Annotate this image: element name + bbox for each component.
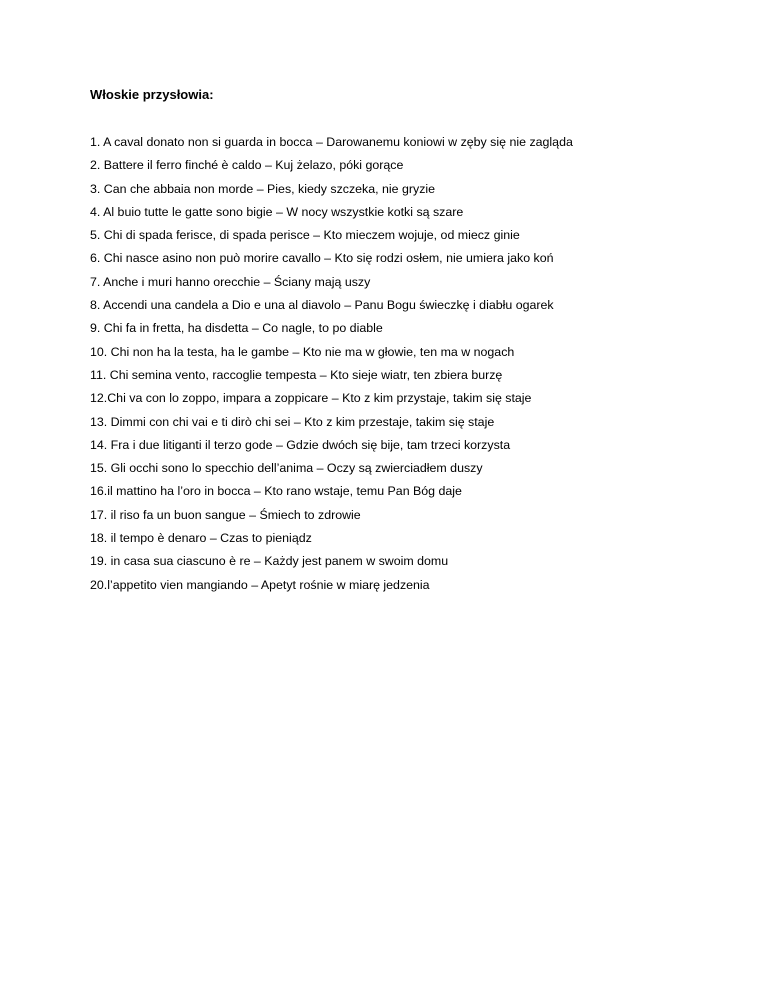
proverb-item: 4. Al buio tutte le gatte sono bigie – W nocy wszystkie kotki są szare [90, 204, 464, 219]
document-title: Włoskie przysłowia: [90, 87, 214, 102]
proverb-item: 11. Chi semina vento, raccoglie tempesta – Kto sieje wiatr, ten zbiera burzę [90, 367, 503, 382]
proverb-item: 8. Accendi una candela a Dio e una al diavolo – Panu Bogu świeczkę i diabłu ogarek [90, 298, 554, 313]
proverb-item: 6. Chi nasce asino non può morire cavallo – Kto się rodzi osłem, nie umiera jako koń [90, 251, 554, 266]
proverb-list [90, 135, 730, 593]
proverb-item: 18. il tempo è denaro – Czas to pieniądz [90, 531, 312, 546]
proverb-item: 15. Gli occhi sono lo specchio dell’anima – Oczy są zwierciadłem duszy [90, 461, 483, 476]
proverb-item: 1. A caval donato non si guarda in bocca – Darowanemu koniowi w zęby się nie zagląda [90, 135, 573, 149]
proverb-item: 7. Anche i muri hanno orecchie – Ściany mają uszy [90, 274, 371, 289]
proverb-item: 13. Dimmi con chi vai e ti dirò chi sei – Kto z kim przestaje, takim się staje [90, 414, 495, 429]
proverb-item: 19. in casa sua ciascuno è re – Każdy jest panem w swoim domu [90, 554, 449, 569]
proverb-item: 5. Chi di spada ferisce, di spada perisce – Kto mieczem wojuje, od miecz ginie [90, 228, 520, 243]
proverb-item: 3. Can che abbaia non morde – Pies, kiedy szczeka, nie gryzie [90, 181, 436, 196]
proverb-item: 17. il riso fa un buon sangue – Śmiech to zdrowie [90, 507, 361, 522]
proverb-item: 12.Chi va con lo zoppo, impara a zoppicare – Kto z kim przystaje, takim się staje [90, 391, 532, 406]
proverb-item: 2. Battere il ferro finché è caldo – Kuj żelazo, póki gorące [90, 158, 404, 173]
proverb-item: 16.il mattino ha l’oro in bocca – Kto rano wstaje, temu Pan Bóg daje [90, 484, 462, 499]
proverb-item: 14. Fra i due litiganti il terzo gode – Gdzie dwóch się bije, tam trzeci korzysta [90, 437, 511, 452]
document-page [90, 86, 730, 601]
proverb-item: 9. Chi fa in fretta, ha disdetta – Co nagle, to po diable [90, 321, 383, 336]
proverb-item: 10. Chi non ha la testa, ha le gambe – Kto nie ma w głowie, ten ma w nogach [90, 344, 515, 359]
proverb-item: 20.l’appetito vien mangiando – Apetyt rośnie w miarę jedzenia [90, 577, 430, 592]
